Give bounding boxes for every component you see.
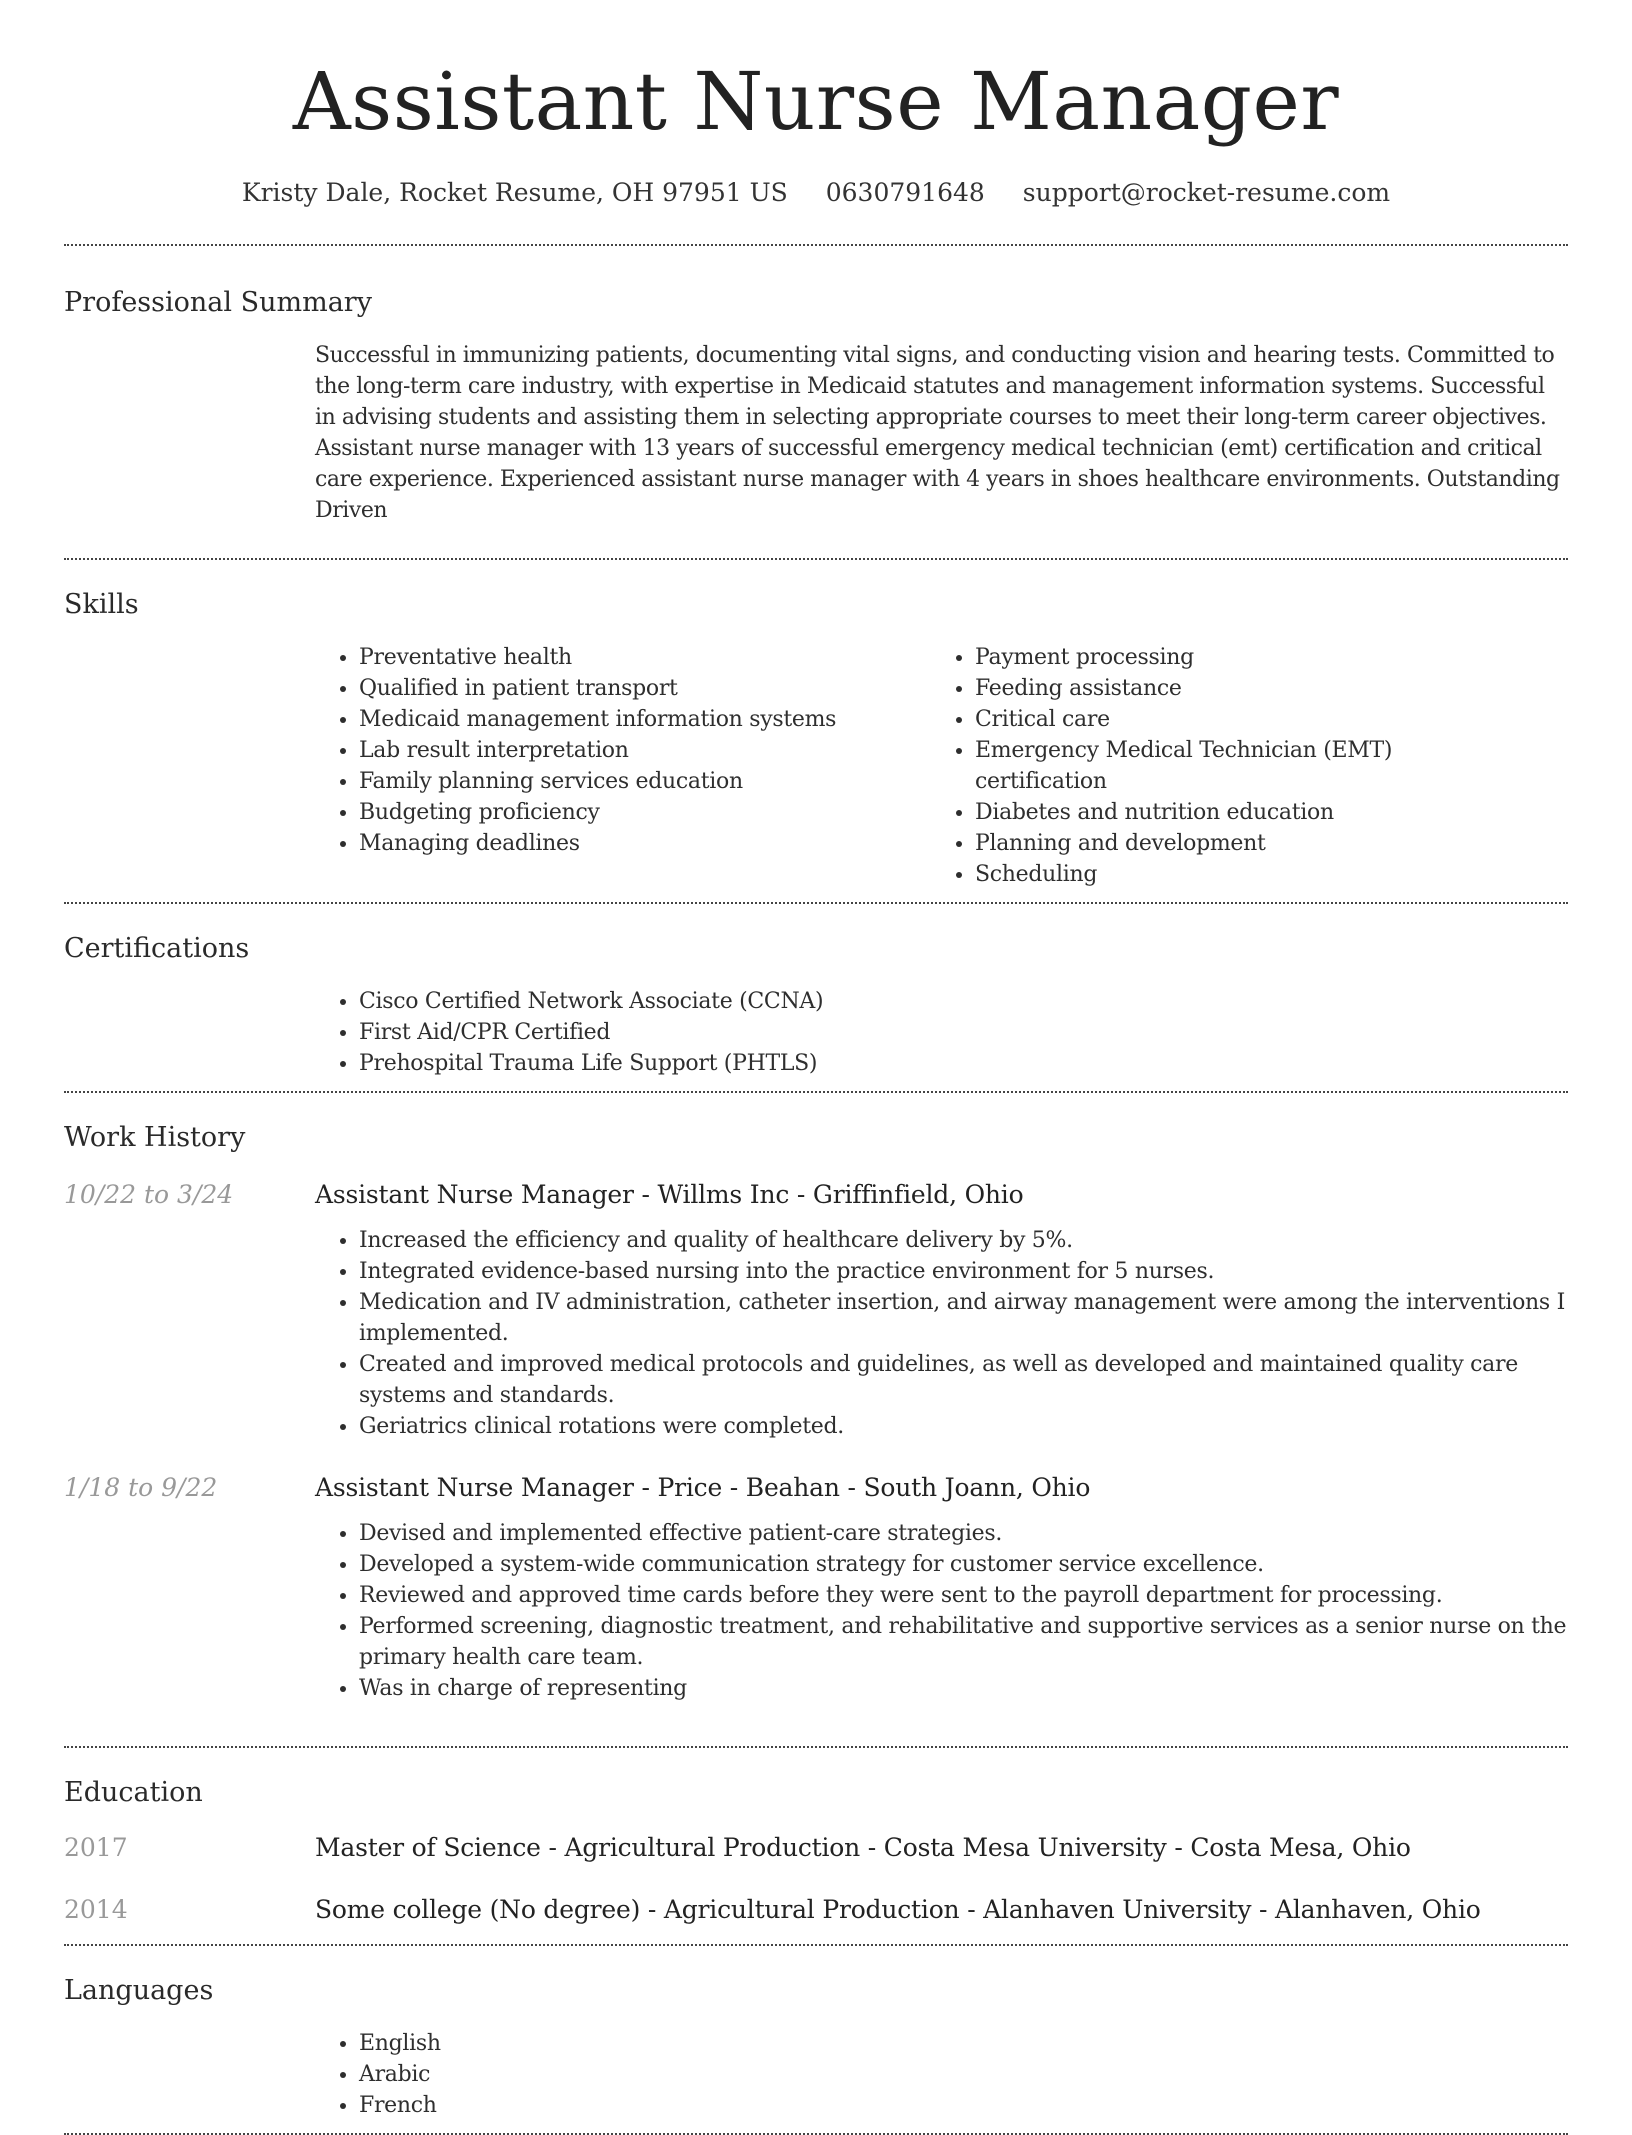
job-heading: Assistant Nurse Manager - Price - Beahan - South Joann, Ohio bbox=[315, 1473, 1091, 1502]
skill-item: • Family planning services education bbox=[359, 766, 931, 797]
contact-phone: 0630791648 bbox=[825, 178, 985, 207]
job-entry bbox=[64, 1179, 1568, 1442]
languages-section bbox=[64, 1946, 1568, 2133]
education-heading: Master of Science - Agricultural Production - Costa Mesa University - Costa Mesa, Ohio bbox=[315, 1833, 1411, 1862]
certification-item: • First Aid/CPR Certified bbox=[359, 1017, 1568, 1048]
education-section bbox=[64, 1748, 1568, 1944]
job-date: 10/22 to 3/24 bbox=[64, 1180, 234, 1209]
job-entry bbox=[64, 1472, 1568, 1704]
skill-item: • Medicaid management information systems bbox=[359, 704, 931, 735]
summary-section bbox=[64, 246, 1568, 558]
language-item: • French bbox=[359, 2090, 1568, 2121]
job-bullet: • Medication and IV administration, catheter insertion, and airway management were among the interventions I implemented. bbox=[359, 1287, 1568, 1349]
section-title-work: Work History bbox=[64, 1122, 246, 1153]
skill-item: • Emergency Medical Technician (EMT) certification bbox=[975, 735, 1491, 797]
skill-item: • Payment processing bbox=[975, 642, 1491, 673]
education-entry bbox=[64, 1832, 1568, 1864]
job-heading: Assistant Nurse Manager - Willms Inc - Griffinfield, Ohio bbox=[315, 1180, 1024, 1209]
summary-text: Successful in immunizing patients, documenting vital signs, and conducting vision and hearing tests. Committed to the long-term care industry, with expertise in Medicaid statutes and management information systems. Successful in advising students and assisting them in selecting appropriate courses to meet their long-term career objectives. Assistant nurse manager with 13 years of successful emergency medical technician (emt) certification and critical care experience. Experienced assistant nurse manager with 4 years in shoes healthcare environments. Outstanding Driven bbox=[315, 343, 1560, 523]
education-entry bbox=[64, 1894, 1568, 1926]
skill-item: • Lab result interpretation bbox=[359, 735, 931, 766]
job-bullets bbox=[315, 1225, 1568, 1442]
job-bullet: • Reviewed and approved time cards before they were sent to the payroll department for processing. bbox=[359, 1580, 1568, 1611]
skill-item: • Feeding assistance bbox=[975, 673, 1491, 704]
skill-item: • Managing deadlines bbox=[359, 828, 931, 859]
job-bullet: • Devised and implemented effective patient-care strategies. bbox=[359, 1518, 1568, 1549]
resume-title: Assistant Nurse Manager bbox=[292, 55, 1340, 148]
skill-item: • Planning and development bbox=[975, 828, 1491, 859]
skill-item: • Budgeting proficiency bbox=[359, 797, 931, 828]
languages-list bbox=[315, 2028, 1568, 2121]
certifications-list bbox=[315, 986, 1568, 1079]
job-bullet: • Increased the efficiency and quality of healthcare delivery by 5%. bbox=[359, 1225, 1568, 1256]
education-date: 2017 bbox=[64, 1833, 128, 1862]
certification-item: • Prehospital Trauma Life Support (PHTLS) bbox=[359, 1048, 1568, 1079]
section-title-certifications: Certifications bbox=[64, 933, 250, 964]
section-title-skills: Skills bbox=[64, 589, 139, 620]
skills-list-left bbox=[315, 642, 931, 859]
certification-item: • Cisco Certified Network Associate (CCNA) bbox=[359, 986, 1568, 1017]
skill-item: • Critical care bbox=[975, 704, 1491, 735]
job-bullet: • Created and improved medical protocols and guidelines, as well as developed and maintained quality care systems and standards. bbox=[359, 1349, 1568, 1411]
education-heading: Some college (No degree) - Agricultural Production - Alanhaven University - Alanhaven, Ohio bbox=[315, 1895, 1481, 1924]
job-bullet: • Integrated evidence-based nursing into the practice environment for 5 nurses. bbox=[359, 1256, 1568, 1287]
education-date: 2014 bbox=[64, 1895, 128, 1924]
work-history-section bbox=[64, 1093, 1568, 1746]
job-bullet: • Geriatrics clinical rotations were completed. bbox=[359, 1411, 1568, 1442]
language-item: • Arabic bbox=[359, 2059, 1568, 2090]
skill-item: • Qualified in patient transport bbox=[359, 673, 931, 704]
job-bullet: • Was in charge of representing bbox=[359, 1673, 1568, 1704]
job-bullets bbox=[315, 1518, 1568, 1704]
skill-item: • Preventative health bbox=[359, 642, 931, 673]
certifications-section bbox=[64, 904, 1568, 1091]
language-item: • English bbox=[359, 2028, 1568, 2059]
contact-address: Kristy Dale, Rocket Resume, OH 97951 US bbox=[241, 178, 788, 207]
section-title-summary: Professional Summary bbox=[64, 287, 372, 318]
job-bullet: • Developed a system-wide communication strategy for customer service excellence. bbox=[359, 1549, 1568, 1580]
skills-list-right bbox=[931, 642, 1491, 890]
contact-line bbox=[64, 178, 1568, 208]
section-title-languages: Languages bbox=[64, 1975, 214, 2006]
skills-section bbox=[64, 560, 1568, 902]
contact-email: support@rocket-resume.com bbox=[1022, 178, 1391, 207]
skill-item: • Scheduling bbox=[975, 859, 1491, 890]
job-bullet: • Performed screening, diagnostic treatment, and rehabilitative and supportive services as a senior nurse on the primary health care team. bbox=[359, 1611, 1568, 1673]
skill-item: • Diabetes and nutrition education bbox=[975, 797, 1491, 828]
job-date: 1/18 to 9/22 bbox=[64, 1473, 218, 1502]
section-title-education: Education bbox=[64, 1777, 203, 1808]
